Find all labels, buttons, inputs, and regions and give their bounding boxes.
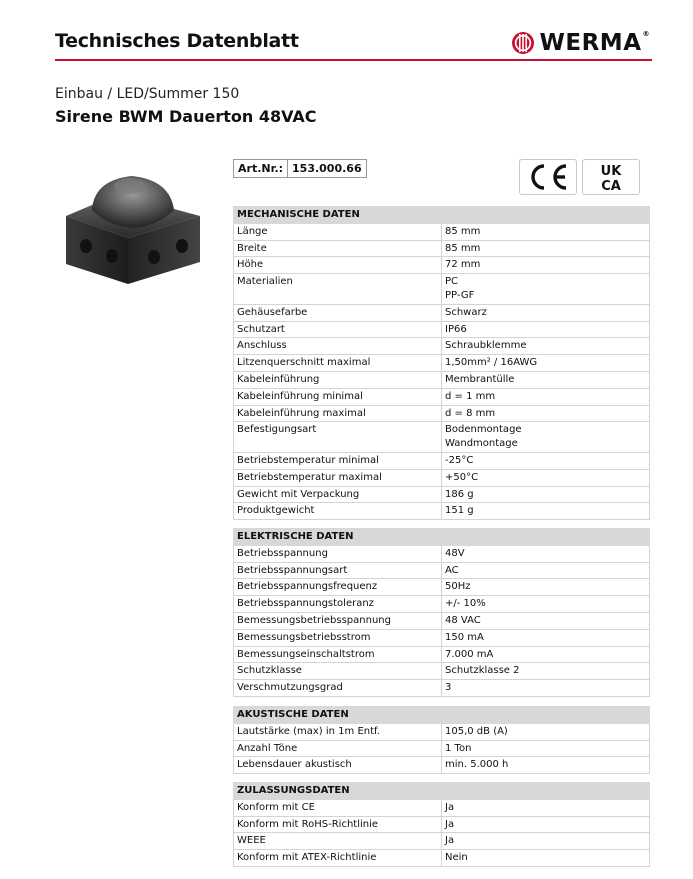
- table-row: [234, 596, 650, 613]
- spec-value: [442, 850, 650, 867]
- spec-value: [442, 371, 650, 388]
- table-row: [234, 503, 650, 520]
- spec-label: Konform mit RoHS-Richtlinie: [234, 816, 442, 833]
- spec-value-line: Ja: [445, 801, 455, 813]
- table-row: [234, 833, 650, 850]
- table-row: [234, 469, 650, 486]
- spec-value: [442, 740, 650, 757]
- article-number-label: Art.Nr.:: [233, 159, 288, 178]
- spec-label: Konform mit CE: [234, 799, 442, 816]
- spec-value: [442, 503, 650, 520]
- spec-value: [442, 612, 650, 629]
- spec-value: [442, 304, 650, 321]
- spec-label: Bemessungsbetriebsstrom: [234, 629, 442, 646]
- spec-value: [442, 629, 650, 646]
- spec-label: Verschmutzungsgrad: [234, 680, 442, 697]
- ukca-mark-icon: [591, 162, 631, 192]
- spec-value: [442, 223, 650, 240]
- spec-value: [442, 257, 650, 274]
- spec-label: Schutzart: [234, 321, 442, 338]
- table-row: [234, 321, 650, 338]
- table-row: [234, 355, 650, 372]
- spec-value: [442, 579, 650, 596]
- spec-value: [442, 355, 650, 372]
- table-row: [234, 452, 650, 469]
- spec-label: Litzenquerschnitt maximal: [234, 355, 442, 372]
- spec-label: Kabeleinführung maximal: [234, 405, 442, 422]
- section-header: [234, 783, 650, 800]
- spec-value-line: AC: [445, 564, 459, 576]
- table-row: [234, 257, 650, 274]
- werma-logo-icon: [511, 31, 535, 55]
- spec-label: Kabeleinführung: [234, 371, 442, 388]
- article-number: [233, 159, 367, 178]
- spec-value-line: Schutzklasse 2: [445, 665, 520, 677]
- spec-value-line: Nein: [445, 852, 468, 864]
- spec-label: Betriebstemperatur maximal: [234, 469, 442, 486]
- spec-label: Betriebsspannungsart: [234, 562, 442, 579]
- spec-value-line: 1,50mm² / 16AWG: [445, 357, 538, 369]
- spec-value: [442, 486, 650, 503]
- spec-value: [442, 469, 650, 486]
- electrical-data-table: [233, 528, 650, 697]
- section-title: AKUSTISCHE DATEN: [234, 707, 650, 724]
- spec-value: [442, 274, 650, 305]
- svg-text:UK: UK: [600, 164, 622, 179]
- spec-value-line: d = 8 mm: [445, 407, 496, 419]
- table-row: [234, 612, 650, 629]
- spec-value: [442, 405, 650, 422]
- table-row: [234, 562, 650, 579]
- spec-label: Höhe: [234, 257, 442, 274]
- spec-label: Kabeleinführung minimal: [234, 388, 442, 405]
- spec-label: Lebensdauer akustisch: [234, 757, 442, 774]
- spec-label: Bemessungseinschaltstrom: [234, 646, 442, 663]
- spec-value-line: Bodenmontage: [445, 424, 522, 436]
- spec-label: Länge: [234, 223, 442, 240]
- page-header: [55, 30, 650, 60]
- header-divider: [55, 59, 652, 61]
- spec-label: Materialien: [234, 274, 442, 305]
- spec-value-line: -25°C: [445, 454, 474, 466]
- spec-value: [442, 663, 650, 680]
- table-row: [234, 646, 650, 663]
- spec-value-line: 151 g: [445, 505, 474, 517]
- section-title: ZULASSUNGSDATEN: [234, 783, 650, 800]
- table-row: [234, 680, 650, 697]
- spec-value: [442, 596, 650, 613]
- spec-value-line: +/- 10%: [445, 598, 486, 610]
- spec-value-line: 7.000 mA: [445, 648, 494, 660]
- spec-label: Breite: [234, 240, 442, 257]
- spec-value-line: PP-GF: [445, 289, 475, 301]
- table-row: [234, 629, 650, 646]
- ukca-mark-badge: [582, 159, 640, 195]
- spec-value-line: d = 1 mm: [445, 390, 496, 402]
- spec-value: [442, 240, 650, 257]
- spec-label: Betriebsspannungsfrequenz: [234, 579, 442, 596]
- logo-wordmark: WERMA®: [539, 30, 650, 56]
- spec-value: [442, 816, 650, 833]
- werma-logo: [511, 30, 650, 56]
- section-title: MECHANISCHE DATEN: [234, 207, 650, 224]
- spec-value: [442, 562, 650, 579]
- spec-value-line: 72 mm: [445, 259, 481, 271]
- table-row: [234, 240, 650, 257]
- ce-mark-badge: [519, 159, 577, 195]
- spec-value-line: 85 mm: [445, 225, 481, 237]
- table-row: [234, 579, 650, 596]
- spec-value-line: Wandmontage: [445, 438, 518, 450]
- spec-value-line: 150 mA: [445, 631, 484, 643]
- spec-label: Gewicht mit Verpackung: [234, 486, 442, 503]
- table-row: [234, 816, 650, 833]
- table-row: [234, 274, 650, 305]
- spec-value-line: 105,0 dB (A): [445, 725, 508, 737]
- spec-value: [442, 321, 650, 338]
- spec-value: [442, 723, 650, 740]
- spec-label: Produktgewicht: [234, 503, 442, 520]
- table-row: [234, 223, 650, 240]
- section-header: [234, 207, 650, 224]
- table-row: [234, 388, 650, 405]
- product-name: Sirene BWM Dauerton 48VAC: [55, 107, 317, 126]
- table-row: [234, 304, 650, 321]
- spec-value: [442, 833, 650, 850]
- spec-value-line: Ja: [445, 835, 455, 847]
- section-title: ELEKTRISCHE DATEN: [234, 529, 650, 546]
- spec-value-line: Schwarz: [445, 306, 487, 318]
- spec-value-line: 186 g: [445, 488, 474, 500]
- table-row: [234, 545, 650, 562]
- table-row: [234, 850, 650, 867]
- spec-label: Konform mit ATEX-Richtlinie: [234, 850, 442, 867]
- spec-value: [442, 338, 650, 355]
- mechanical-data-table: [233, 206, 650, 520]
- spec-label: Befestigungsart: [234, 422, 442, 453]
- table-row: [234, 371, 650, 388]
- spec-value-line: IP66: [445, 323, 467, 335]
- article-number-value: 153.000.66: [288, 159, 367, 178]
- spec-value-line: +50°C: [445, 471, 479, 483]
- siren-product-photo: [58, 166, 208, 286]
- spec-value-line: PC: [445, 276, 459, 288]
- spec-label: Betriebsspannung: [234, 545, 442, 562]
- spec-value-line: min. 5.000 h: [445, 759, 509, 771]
- table-row: [234, 799, 650, 816]
- table-row: [234, 663, 650, 680]
- spec-value-line: 48V: [445, 547, 465, 559]
- table-row: [234, 757, 650, 774]
- spec-label: Lautstärke (max) in 1m Entf.: [234, 723, 442, 740]
- spec-value-line: 3: [445, 682, 452, 694]
- spec-value-line: Ja: [445, 818, 455, 830]
- spec-label: Bemessungsbetriebsspannung: [234, 612, 442, 629]
- approval-data-table: [233, 782, 650, 867]
- table-row: [234, 723, 650, 740]
- spec-value-line: Membrantülle: [445, 373, 515, 385]
- table-row: [234, 405, 650, 422]
- table-row: [234, 338, 650, 355]
- svg-text:CA: CA: [601, 179, 621, 192]
- spec-value: [442, 545, 650, 562]
- spec-value: [442, 799, 650, 816]
- spec-label: Anzahl Töne: [234, 740, 442, 757]
- spec-value-line: Schraubklemme: [445, 340, 527, 352]
- spec-value: [442, 388, 650, 405]
- spec-value: [442, 646, 650, 663]
- acoustic-data-table: [233, 706, 650, 774]
- spec-label: WEEE: [234, 833, 442, 850]
- table-row: [234, 486, 650, 503]
- section-header: [234, 529, 650, 546]
- spec-value-line: 1 Ton: [445, 742, 472, 754]
- spec-value-line: 48 VAC: [445, 614, 481, 626]
- spec-value: [442, 422, 650, 453]
- ce-mark-icon: [526, 163, 570, 191]
- product-category: Einbau / LED/Summer 150: [55, 86, 240, 102]
- spec-value-line: 85 mm: [445, 242, 481, 254]
- spec-value: [442, 452, 650, 469]
- spec-label: Schutzklasse: [234, 663, 442, 680]
- section-header: [234, 707, 650, 724]
- spec-label: Betriebstemperatur minimal: [234, 452, 442, 469]
- spec-label: Gehäusefarbe: [234, 304, 442, 321]
- spec-value: [442, 757, 650, 774]
- table-row: [234, 740, 650, 757]
- spec-label: Betriebsspannungstoleranz: [234, 596, 442, 613]
- document-title: Technisches Datenblatt: [55, 30, 299, 52]
- spec-value: [442, 680, 650, 697]
- table-row: [234, 422, 650, 453]
- spec-value-line: 50Hz: [445, 581, 471, 593]
- spec-label: Anschluss: [234, 338, 442, 355]
